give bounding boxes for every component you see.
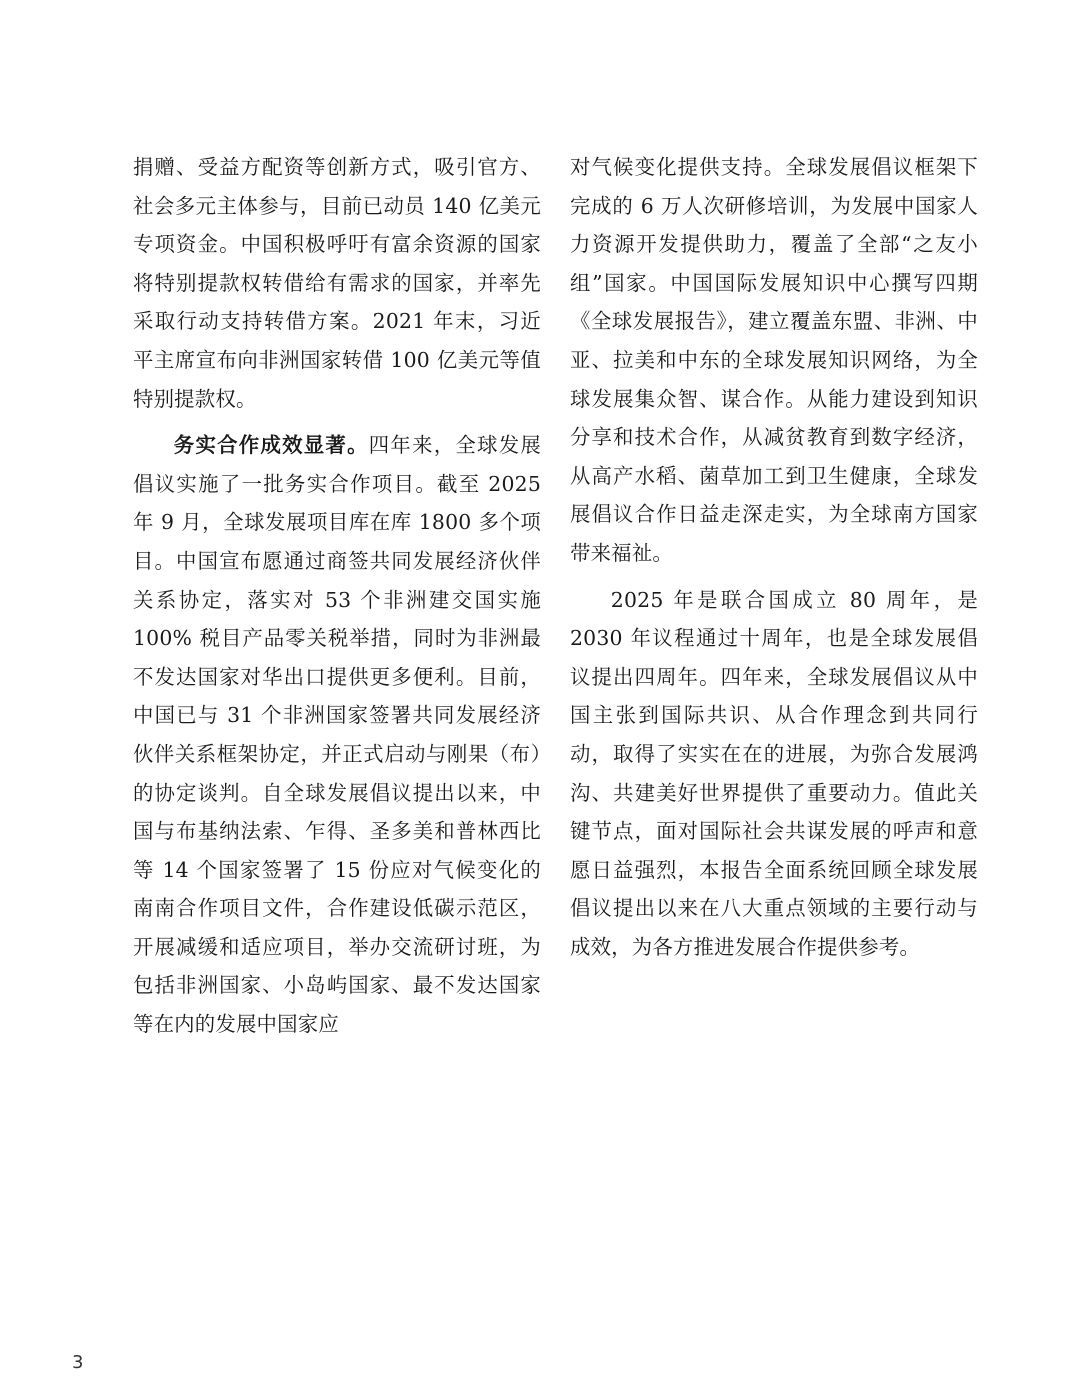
paragraph-body: 四年来，全球发展倡议实施了一批务实合作项目。截至 2025 年 9 月，全球发展项目库在库 1800 多个项目。中国宣布愿通过商签共同发展经济伙伴关系协定，落实对 53 个非洲建交国实施 100% 税目产品零关税举措，同时为非洲最不发达国家对华出口提供更多便利。目前，中国已与 31 个非洲国家签署共同发展经济伙伴关系框架协定，并正式启动与刚果（布）的协定谈判。自全球发展倡议提出以来，中国与布基纳法索、乍得、圣多美和普林西比等 14 个国家签署了 15 份应对气候变化的南南合作项目文件，合作建设低碳示范区，开展减缓和适应项目，举办交流研讨班，为包括非洲国家、小岛屿国家、最不发达国家等在内的发展中国家应 [133,433,541,1037]
page-number: 3 [72,1352,84,1373]
right-paragraph-1: 对气候变化提供支持。全球发展倡议框架下完成的 6 万人次研修培训，为发展中国家人力资源开发提供助力，覆盖了全部“之友小组”国家。中国国际发展知识中心撰写四期《全球发展报告》，建立覆盖东盟、非洲、中亚、拉美和中东的全球发展知识网络，为全球发展集众智、谋合作。从能力建设到知识分享和技术合作，从减贫教育到数字经济，从高产水稻、菌草加工到卫生健康，全球发展倡议合作日益走深走实，为全球南方国家带来福祉。 [570,155,978,565]
paragraph-lead-heading: 务实合作成效显著。 [173,433,369,458]
left-paragraph-2 [133,426,541,1044]
left-paragraph-1: 捐赠、受益方配资等创新方式，吸引官方、社会多元主体参与，目前已动员 140 亿美元专项资金。中国积极呼吁有富余资源的国家将特别提款权转借给有需求的国家，并率先采取行动支持转借方案。2021 年末，习近平主席宣布向非洲国家转借 100 亿美元等值特别提款权。 [133,155,541,411]
right-paragraph-2: 2025 年是联合国成立 80 周年，是 2030 年议程通过十周年，也是全球发展倡议提出四周年。四年来，全球发展倡议从中国主张到国际共识、从合作理念到共同行动，取得了实实在在的进展，为弥合发展鸿沟、共建美好世界提供了重要动力。值此关键节点，面对国际社会共谋发展的呼声和意愿日益强烈，本报告全面系统回顾全球发展倡议提出以来在八大重点领域的主要行动与成效，为各方推进发展合作提供参考。 [570,587,978,959]
left-column [133,148,541,1044]
right-column [570,148,978,966]
